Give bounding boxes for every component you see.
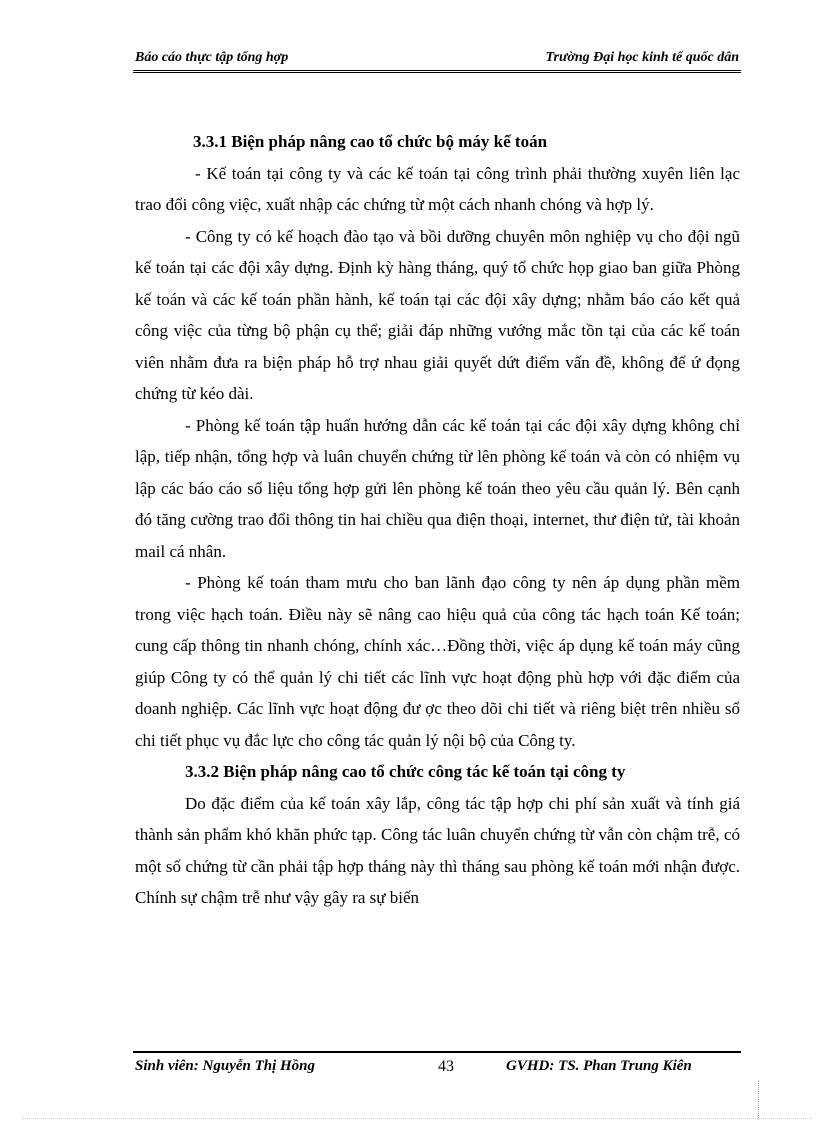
footer-student: Sinh viên: Nguyễn Thị Hồng <box>135 1058 316 1074</box>
page-border-mark <box>758 1080 760 1120</box>
header-university: Trường Đại học kinh tế quốc dân <box>545 50 739 65</box>
section-heading-3-3-1: 3.3.1 Biện pháp nâng cao tổ chức bộ máy kế toán <box>193 132 548 151</box>
page-number: 43 <box>438 1058 454 1075</box>
paragraph: Do đặc điểm của kế toán xây lắp, công tác tập hợp chi phí sản xuất và tính giá thành sản phẩm khó khăn phức tạp. Công tác luân chuyển chứng từ vẫn còn chậm trễ, có một số chứng từ cần phải tập hợp tháng này thì tháng sau phòng kế toán mới nhận được. Chính sự chậm trễ như vậy gây ra sự biến <box>135 793 740 907</box>
paragraph: - Phòng kế toán tham mưu cho ban lãnh đạo công ty nên áp dụng phần mềm trong việc hạch toán. Điều này sẽ nâng cao hiệu quả của công tác hạch toán Kế toán; cung cấp thông tin nhanh chóng, chính xác…Đồng thời, việc áp dụng kế toán máy cũng giúp Công ty có thể quản lý chi tiết các lĩnh vực hoạt động phù hợp với đặc điểm của doanh nghiệp. Các lĩnh vực hoạt động đư ợc theo dõi chi tiết và riêng biệt trên nhiều sổ chi tiết phục vụ đắc lực cho công tác quản lý nội bộ của Công ty. <box>135 573 740 750</box>
paragraph: - Kế toán tại công ty và các kế toán tại công trình phải thường xuyên liên lạc trao đổi công việc, xuất nhập các chứng từ một cách nhanh chóng và hợp lý. <box>135 163 740 214</box>
footer-advisor: GVHD: TS. Phan Trung Kiên <box>506 1058 692 1074</box>
page-border-mark <box>22 1118 812 1120</box>
section-heading-3-3-2: 3.3.2 Biện pháp nâng cao tổ chức công tác kế toán tại công ty <box>185 762 626 781</box>
page-header <box>133 48 741 73</box>
paragraph: - Công ty có kế hoạch đào tạo và bồi dưỡng chuyên môn nghiệp vụ cho đội ngũ kế toán tại các đội xây dựng. Định kỳ hàng tháng, quý tổ chức họp giao ban giữa Phòng kế toán và các kế toán phần hành, kế toán tại các đội xây dựng; nhằm báo cáo kết quả công việc của từng bộ phận cụ thể; giải đáp những vướng mắc tồn tại của các kế toán viên nhằm đưa ra biện pháp hỗ trợ nhau giải quyết dứt điểm vấn đề, không để ứ đọng chứng từ kéo dài. <box>135 226 740 403</box>
page-footer <box>133 1051 741 1081</box>
paragraph: - Phòng kế toán tập huấn hướng dẫn các kế toán tại các đội xây dựng không chỉ lập, tiếp nhận, tổng hợp và luân chuyển chứng từ lên phòng kế toán và còn có nhiệm vụ lập các báo cáo số liệu tổng hợp gửi lên phòng kế toán theo yêu cầu quản lý. Bên cạnh đó tăng cường trao đổi thông tin hai chiều qua điện thoại, internet, thư điện tử, tài khoản mail cá nhân. <box>135 415 740 561</box>
page-body <box>135 126 740 914</box>
header-report-title: Báo cáo thực tập tổng hợp <box>135 50 289 65</box>
